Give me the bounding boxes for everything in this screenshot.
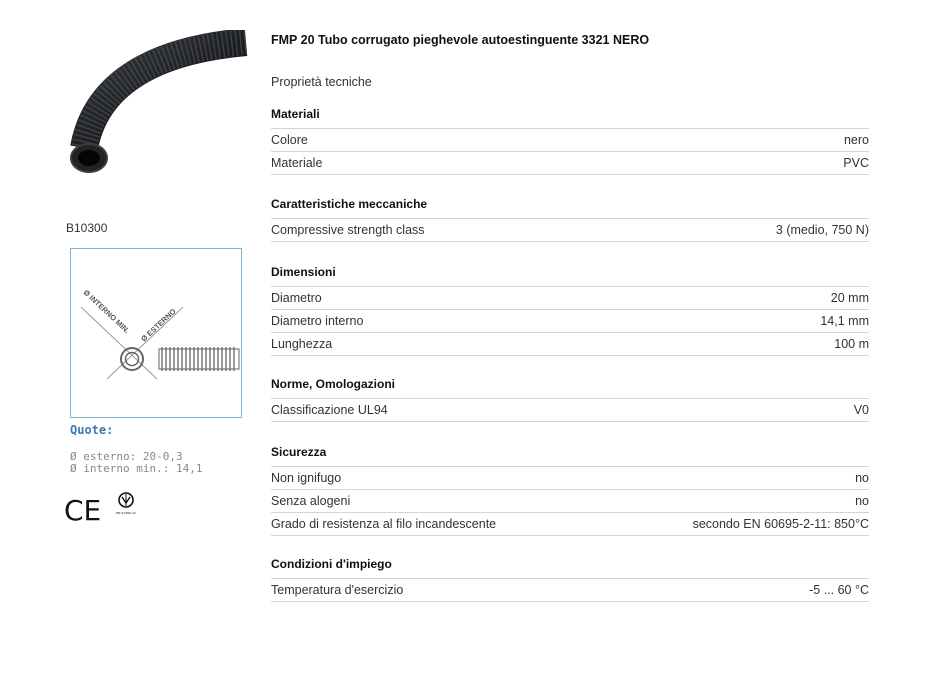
quote-inner-diameter: Ø interno min.: 14,1 — [70, 462, 203, 475]
property-value: PVC — [843, 156, 869, 170]
property-value: no — [855, 494, 869, 508]
section-sicurezza — [271, 444, 869, 536]
property-label: Classificazione UL94 — [271, 403, 388, 417]
property-label: Compressive strength class — [271, 223, 425, 237]
quote-title: Quote: — [70, 423, 114, 437]
ce-mark-text: CE — [64, 494, 102, 524]
tube-side-view — [159, 347, 239, 371]
section-title: Norme, Omologazioni — [271, 376, 869, 399]
property-row — [271, 333, 869, 356]
section-materiali — [271, 106, 869, 175]
property-row — [271, 152, 869, 175]
quote-outer-diameter: Ø esterno: 20-0,3 — [70, 450, 183, 463]
property-row — [271, 219, 869, 242]
property-label: Colore — [271, 133, 308, 147]
property-row — [271, 129, 869, 152]
property-value: 20 mm — [830, 291, 869, 305]
property-row — [271, 287, 869, 310]
property-label: Non ignifugo — [271, 471, 342, 485]
property-label: Materiale — [271, 156, 323, 170]
property-value: 100 m — [834, 337, 869, 351]
property-row — [271, 490, 869, 513]
imq-cert-icon — [115, 491, 137, 515]
property-value: -5 ... 60 °C — [809, 583, 869, 597]
property-label: Temperatura d'esercizio — [271, 583, 404, 597]
section-dimensioni — [271, 264, 869, 356]
product-media-column — [0, 0, 250, 695]
properties-heading: Proprietà tecniche — [271, 75, 372, 89]
section-norme-omologazioni — [271, 376, 869, 422]
property-row — [271, 467, 869, 490]
property-row — [271, 310, 869, 333]
ce-mark-icon — [64, 494, 104, 524]
product-photo — [58, 30, 248, 180]
property-value: 14,1 mm — [820, 314, 869, 328]
property-label: Senza alogeni — [271, 494, 351, 508]
outer-diameter-label: Ø ESTERNO — [139, 306, 178, 344]
property-row — [271, 579, 869, 602]
section-title: Sicurezza — [271, 444, 869, 467]
section-title: Condizioni d'impiego — [271, 556, 869, 579]
property-label: Lunghezza — [271, 337, 333, 351]
dimension-diagram — [71, 249, 241, 417]
property-label: Grado di resistenza al filo incandescente — [271, 517, 497, 531]
property-label: Diametro — [271, 291, 322, 305]
property-row — [271, 399, 869, 422]
property-label: Diametro interno — [271, 314, 364, 328]
section-title: Dimensioni — [271, 264, 869, 287]
product-code: B10300 — [66, 221, 108, 235]
property-value: V0 — [853, 403, 869, 417]
inner-diameter-label: Ø INTERNO MIN. — [81, 287, 132, 336]
section-title: Materiali — [271, 106, 869, 129]
property-row — [271, 513, 869, 536]
property-value: no — [855, 471, 869, 485]
property-value: nero — [843, 133, 869, 147]
product-title: FMP 20 Tubo corrugato pieghevole autoestinguente 3321 NERO — [271, 33, 650, 47]
property-value: 3 (medio, 750 N) — [775, 223, 869, 237]
section-caratteristiche-meccaniche — [271, 196, 869, 242]
property-value: secondo EN 60695-2-11: 850°C — [692, 517, 869, 531]
dimension-drawing — [70, 248, 242, 418]
cert-caption: EN 61386-22 — [116, 511, 136, 515]
section-condizioni-impiego — [271, 556, 869, 602]
section-title: Caratteristiche meccaniche — [271, 196, 869, 219]
